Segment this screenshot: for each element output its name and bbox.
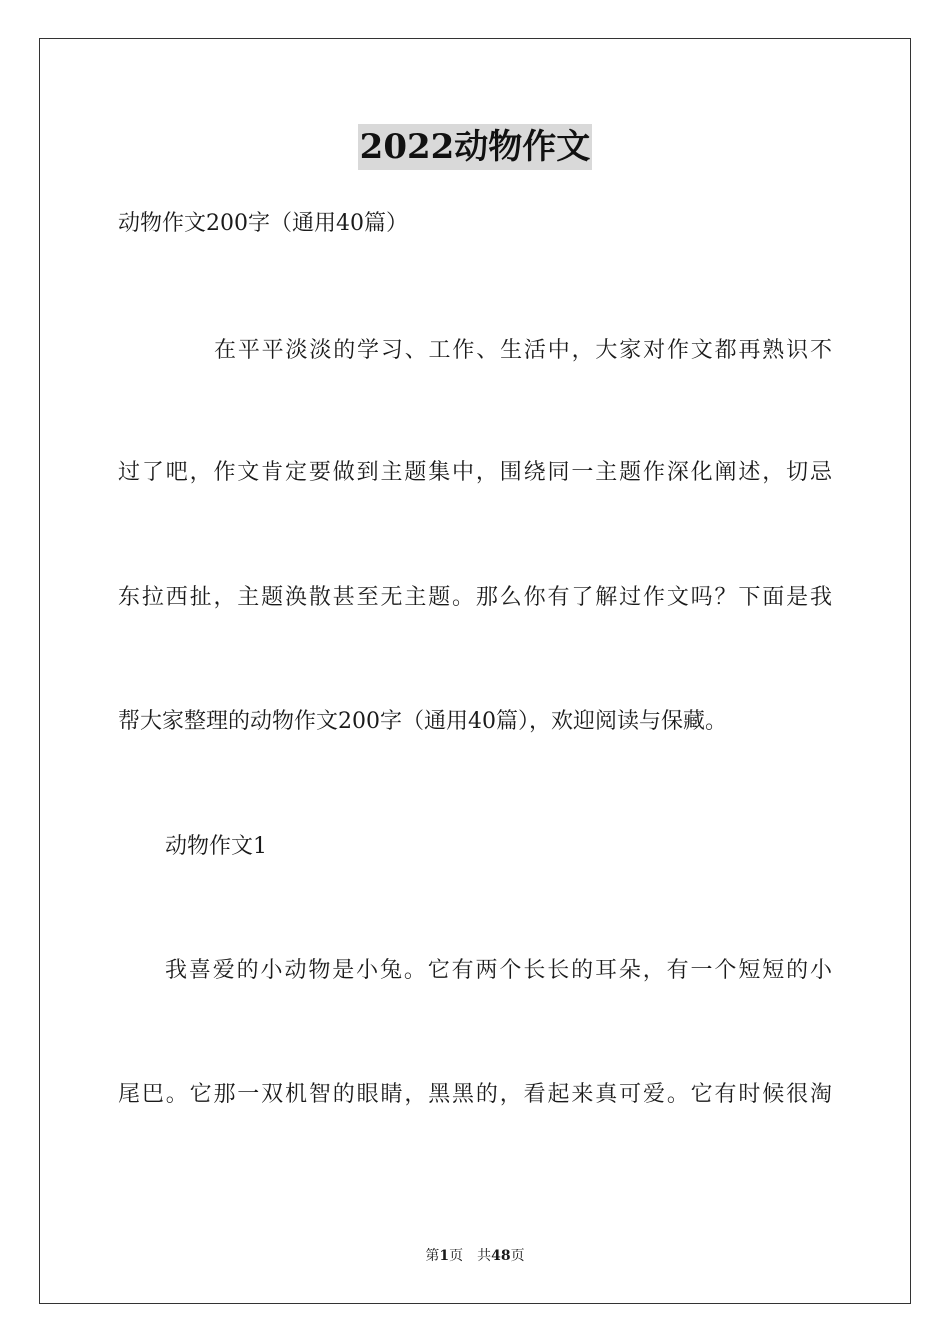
intro-line-4: 帮大家整理的动物作文200字（通用40篇），欢迎阅读与保藏。 <box>118 709 727 734</box>
essay-line-2: 尾巴。它那一双机智的眼睛，黑黑的，看起来真可爱。它有时候很淘 <box>118 1082 832 1107</box>
title-container <box>0 124 950 170</box>
intro-line-1: 在平平淡淡的学习、工作、生活中，大家对作文都再熟识不 <box>214 338 832 363</box>
page-footer <box>0 1247 950 1265</box>
document-subtitle: 动物作文200字（通用40篇） <box>118 211 408 236</box>
current-page-number: 1 <box>439 1248 450 1264</box>
document-title: 2022动物作文 <box>358 124 593 170</box>
total-page-count: 48 <box>491 1248 511 1264</box>
footer-middle: 页 共 <box>449 1248 492 1264</box>
essay-line-1: 我喜爱的小动物是小兔。它有两个长长的耳朵，有一个短短的小 <box>165 958 832 983</box>
section-heading: 动物作文1 <box>165 834 267 859</box>
intro-line-2: 过了吧，作文肯定要做到主题集中，围绕同一主题作深化阐述，切忌 <box>118 460 832 485</box>
footer-prefix: 第 <box>425 1248 440 1264</box>
footer-suffix: 页 <box>510 1248 525 1264</box>
intro-line-3: 东拉西扯，主题涣散甚至无主题。那么你有了解过作文吗？下面是我 <box>118 585 832 610</box>
